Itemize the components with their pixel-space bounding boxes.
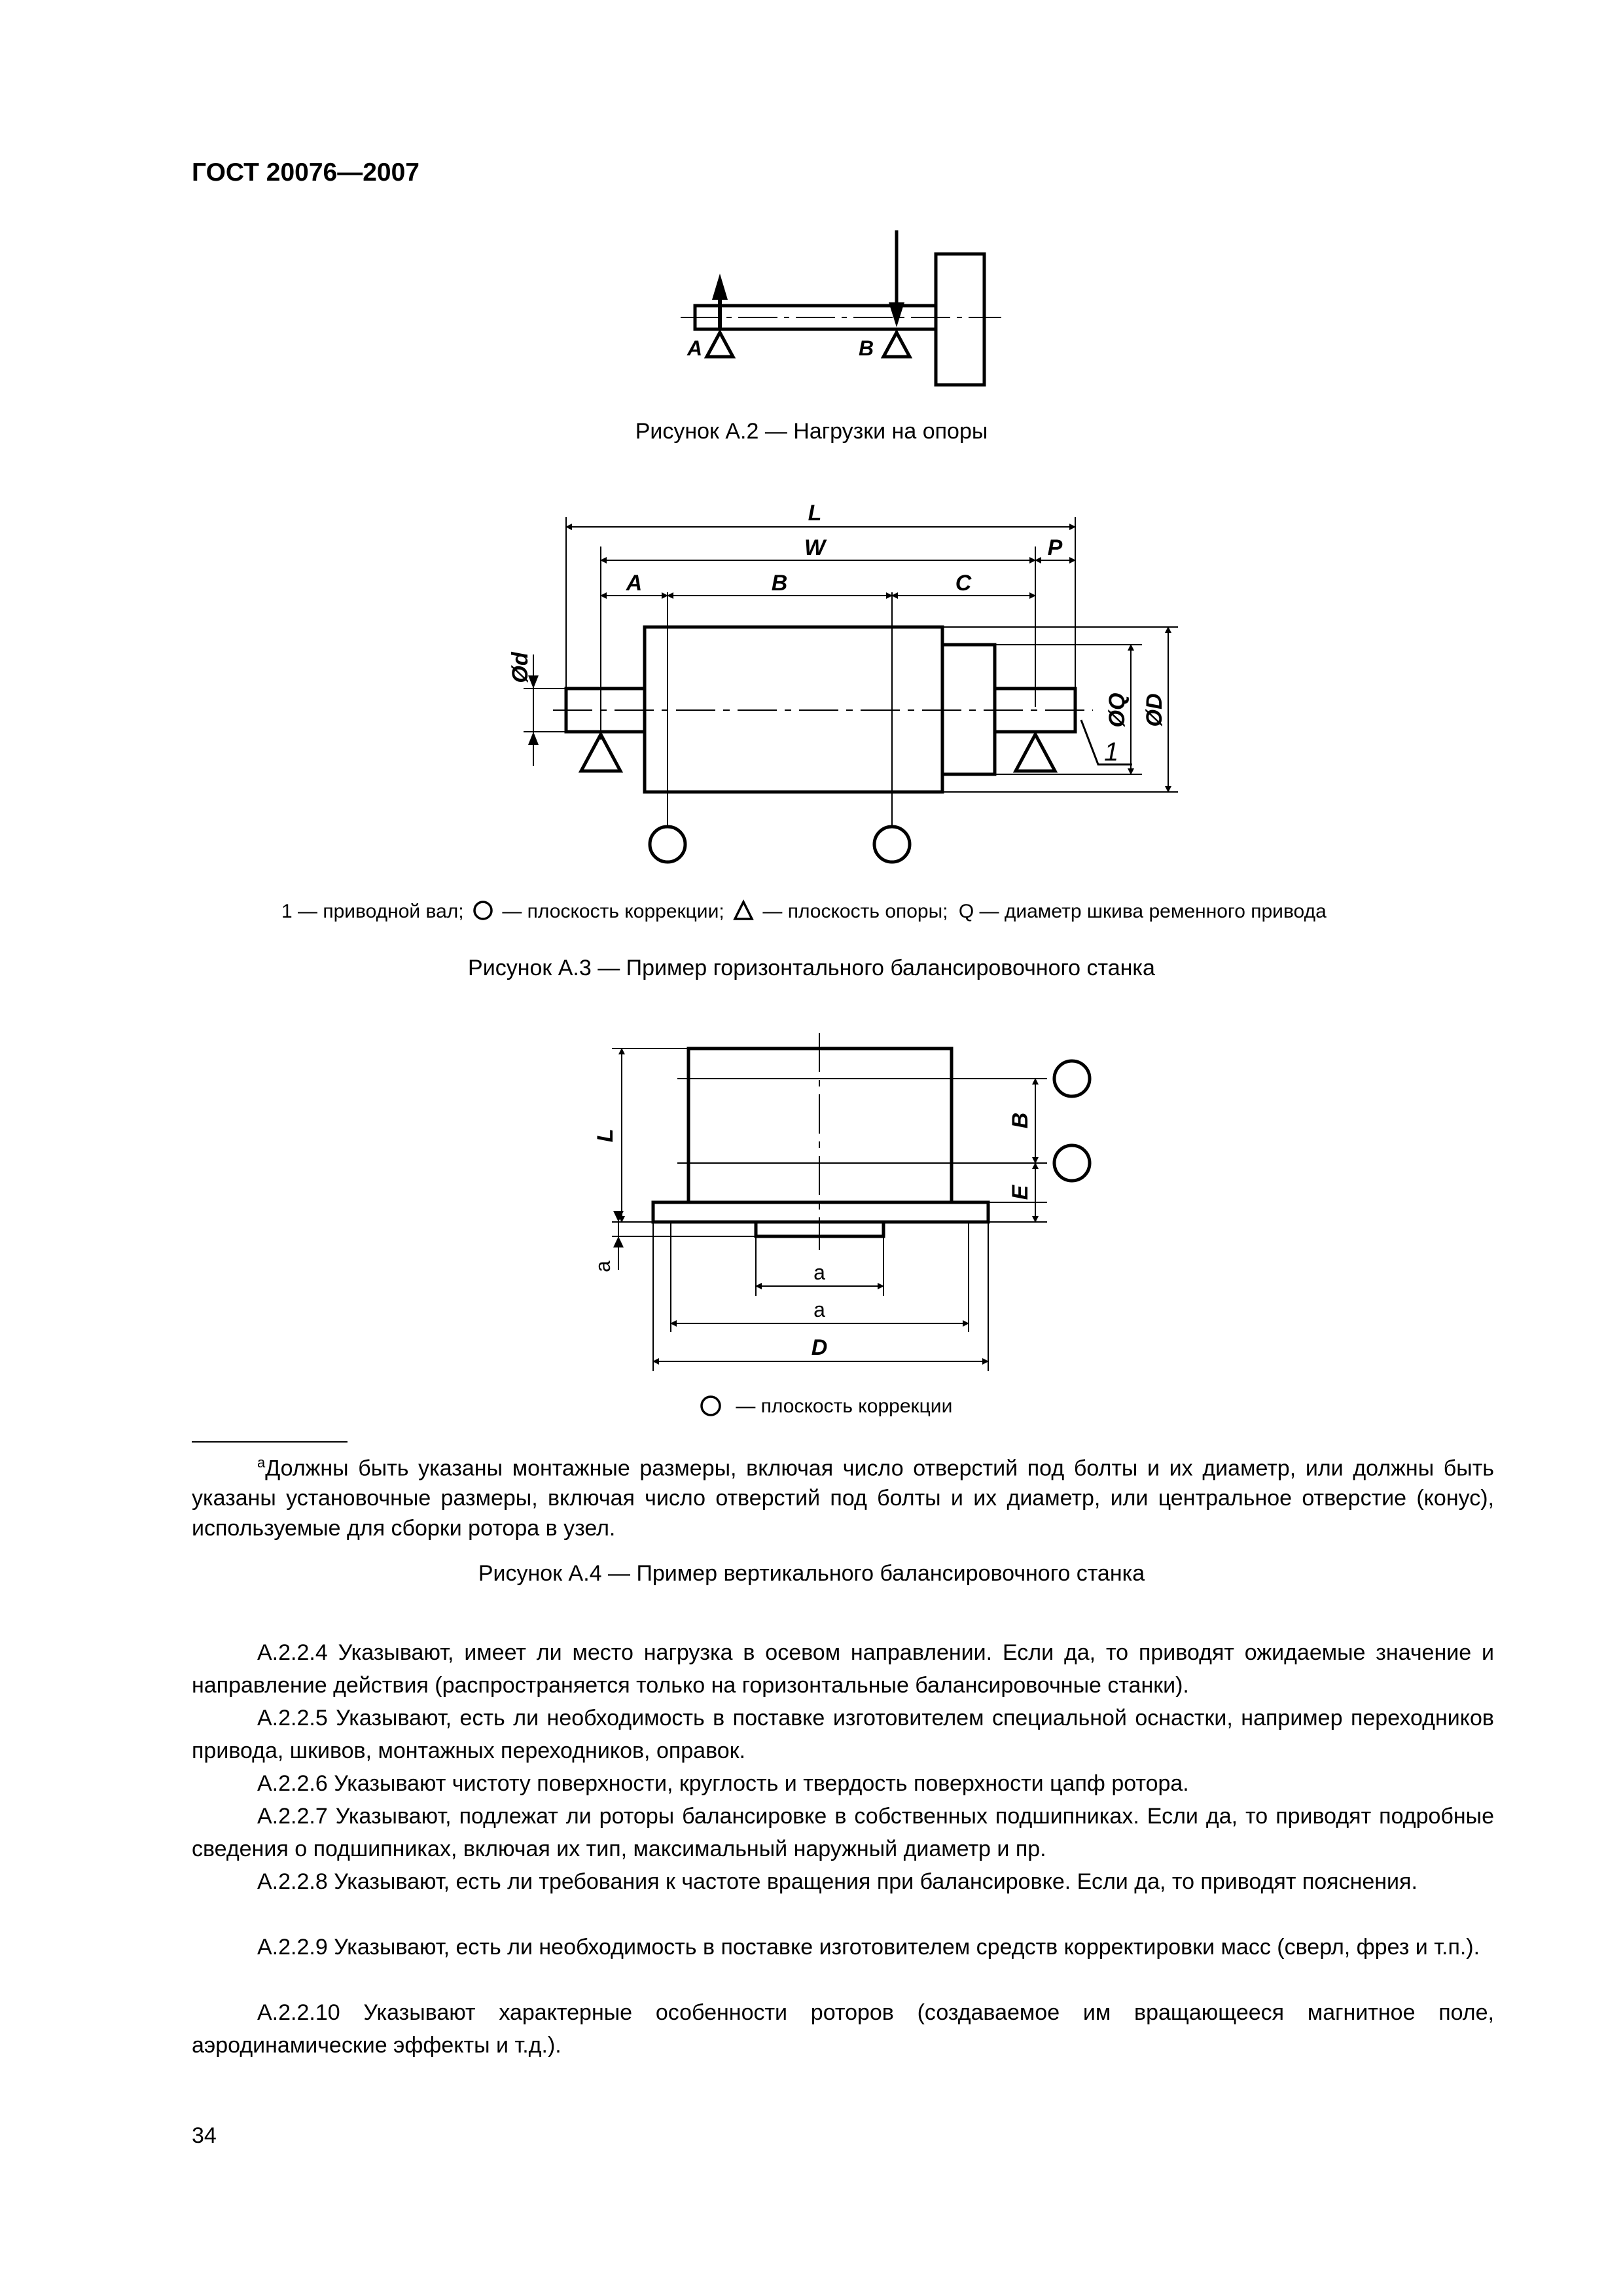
legend-item-pulley-diameter: Q — диаметр шкива ременного привода [958,901,1327,922]
footnote-text: Должны быть указаны монтажные размеры, включая число отверстий под болты и их диаметр, или должны быть указаны установочные размеры, включая число отверстий под болты и их диаметр, или центральное отверстие (конус), используемые для сборки ротора в узел. [192,1456,1494,1541]
footnote [192,1448,1494,1543]
base-plate [653,1202,988,1222]
dim-label-a-outer: a [813,1298,825,1321]
figure-a4-caption: Рисунок А.4 — Пример вертикального балансировочного станка [478,1561,1145,1586]
paragraph-a-2-2-10: А.2.2.10 Указывают характерные особенности роторов (создаваемое им вращающееся магнитное поле, аэродинамические эффекты и т.д.). [192,2000,1494,2058]
dim-label-w: W [804,535,826,560]
figure-a2-caption: Рисунок А.2 — Нагрузки на опоры [635,419,988,444]
paragraph-a-2-2-8: А.2.2.8 Указывают, есть ли требования к частоте вращения при балансировке. Если да, то приводят пояснения. [257,1869,1418,1894]
dim-label-l: L [808,501,822,526]
dim-label-a: A [626,571,643,596]
dim-label-p: P [1047,535,1063,560]
figure-a4-legend [699,1394,952,1418]
circle-symbol-icon [699,1394,722,1418]
dim-label-a-inner: a [813,1261,825,1284]
dim-label-e-vertical: E [1008,1185,1033,1200]
dim-label-d-shaft: Ød [508,652,533,683]
label-a: A [687,336,703,360]
dim-label-d-horizontal: D [811,1335,828,1360]
label-b: B [859,336,874,360]
dim-label-l-vertical: L [593,1128,618,1143]
legend-item-correction-plane: — плоскость коррекции; [502,901,724,922]
legend-item-correction-plane: — плоскость коррекции [736,1395,953,1417]
correction-plane-circle-upper [1054,1061,1090,1096]
dim-label-d: ØD [1142,693,1167,727]
legend-item-drive-shaft: 1 — приводной вал; [281,901,464,922]
dim-label-b: B [771,571,788,596]
callout-1-label: 1 [1104,738,1119,766]
dim-label-b-vertical: B [1008,1112,1033,1129]
paragraph-a-2-2-5: А.2.2.5 Указывают, есть ли необходимость в поставке изготовителем специальной оснастки, например переходников привода, шкивов, монтажных переходников, оправок. [192,1706,1494,1763]
correction-plane-circle-lower [1054,1145,1090,1181]
figure-a3-caption: Рисунок А.3 — Пример горизонтального балансировочного станка [468,956,1155,980]
paragraph-a-2-2-6: А.2.2.6 Указывают чистоту поверхности, круглость и твердость поверхности цапф ротора. [257,1771,1189,1796]
paragraph-a-2-2-9: А.2.2.9 Указывают, есть ли необходимость в поставке изготовителем средств корректировки масс (сверл, фрез и т.п.). [257,1935,1480,1960]
page-number: 34 [192,2123,217,2148]
dim-label-a-vertical: a [591,1261,615,1272]
paragraph-a-2-2-4: А.2.2.4 Указывают, имеет ли место нагрузка в осевом направлении. Если да, то приводят ожидаемые значение и направление действия (распространяется только на горизонтальные балансировочные станки). [192,1640,1494,1698]
footnote-separator [192,1441,348,1443]
dim-label-q: ØQ [1105,692,1130,728]
paragraph-a-2-2-7: А.2.2.7 Указывают, подлежат ли роторы балансировке в собственных подшипниках. Если да, то приводят подробные сведения о подшипниках, включая их тип, максимальный наружный диаметр и пр. [192,1804,1494,1861]
dim-label-c: C [955,571,972,596]
footnote-marker: a [257,1454,266,1471]
a-vertical-arrow-bottom [613,1236,624,1247]
document-header: ГОСТ 20076—2007 [192,158,419,187]
legend-item-support-plane: — плоскость опоры; [762,901,948,922]
